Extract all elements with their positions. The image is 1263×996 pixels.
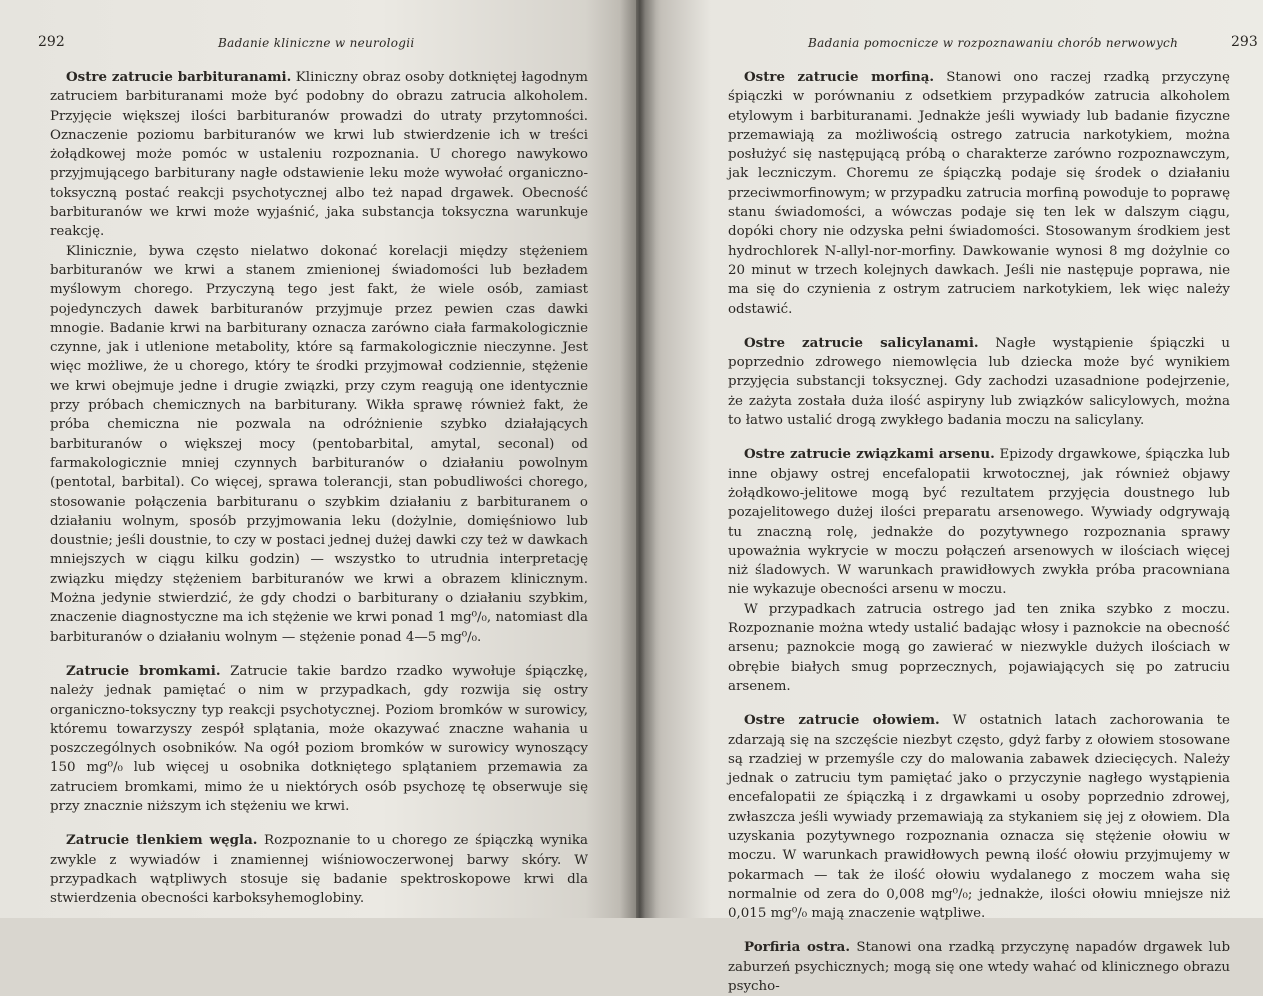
section-heading: Ostre zatrucie barbituranami.	[66, 69, 292, 85]
section-salicylates	[728, 334, 1230, 430]
paragraph-text: W przypadkach zatrucia ostrego jad ten znika szybko z moczu. Rozpoznanie można wtedy ustalić badając włosy i paznokcie na obecność arsenu; paznokcie mogą go zawierać w niezwykle dużych ilościach w obrębie białych smug poprzecznych, pojawiających się po zatruciu arsenem.	[728, 601, 1230, 694]
paragraph	[728, 938, 1230, 996]
paragraph-text: Stanowi ono raczej rzadką przyczynę śpiączki w porównaniu z odsetkiem przypadków zatrucia alkoholem etylowym i barbituranami. Jednakże jeśli wywiady lub badanie fizyczne przemawiają za możliwością ostrego zatrucia narkotykiem, można posłużyć się następującą próbą o charakterze zarówno rozpoznawczym, jak leczniczym. Choremu ze śpiączką podaje się środek o działaniu przeciwmorfinowym; w przypadku zatrucia morfiną powoduje to poprawę stanu świadomości, a wówczas podaje się ten lek w dalszym ciągu, dopóki chory nie odzyska pełni świadomości. Stosowanym środkiem jest hydrochlorek N-allyl-nor-morfiny. Dawkowanie wynosi 8 mg dożylnie co 20 minut w trzech kolejnych dawkach. Jeśli nie następuje poprawa, nie ma się do czynienia z ostrym zatruciem narkotykiem, lek więc należy odstawić.	[728, 70, 1230, 317]
section-heading: Ostre zatrucie związkami arsenu.	[744, 446, 995, 463]
paragraph	[728, 68, 1230, 319]
right-page-number: 293	[1231, 34, 1258, 50]
right-running-title: Badania pomocnicze w rozpoznawaniu chorób nerwowych	[808, 36, 1179, 50]
section-heading: Ostre zatrucie morfiną.	[744, 69, 935, 85]
section-lead	[728, 711, 1230, 923]
paragraph-text: Kliniczny obraz osoby dotkniętej łagodnym zatruciem barbituranami może być podobny do obrazu zatrucia alkoholem. Przyjęcie większej ilości barbituranów prowadzi do utraty przytomności. Oznaczenie poziomu barbituranów we krwi lub stwierdzenie ich w treści żołądkowej może pomóc w ustaleniu rozpoznania. U chorego nawykowo przyjmującego barbiturany nagłe odstawienie leku może wywołać organiczno-toksyczną postać reakcji psychotycznej albo też napad drgawek. Obecność barbituranów we krwi może wyjaśnić, jaka substancja toksyczna warunkuje reakcję.	[50, 70, 588, 240]
section-arsenic	[728, 445, 1230, 696]
paragraph	[50, 662, 588, 816]
section-heading: Ostre zatrucie salicylanami.	[744, 334, 979, 351]
section-barbiturates	[50, 68, 588, 647]
paragraph-text: Rozpoznanie to u chorego ze śpiączką wynika zwykle z wywiadów i znamiennej wiśniowoczerwonej barwy skóry. W przypadkach wątpliwych stosuje się badanie spektroskopowe krwi dla stwierdzenia obecności karboksyhemoglobiny.	[50, 833, 588, 907]
paragraph	[50, 68, 588, 242]
paragraph	[728, 711, 1230, 923]
section-carbon-monoxide	[50, 831, 588, 908]
section-heading: Zatrucie tlenkiem węgla.	[66, 832, 258, 849]
paragraph-text: Stanowi ona rzadką przyczynę napadów drgawek lub zaburzeń psychicznych; mogą się one wtedy wahać od klinicznego obrazu psycho-	[728, 940, 1231, 995]
paragraph	[728, 600, 1230, 696]
left-page	[0, 0, 636, 918]
left-page-number: 292	[38, 34, 65, 50]
section-heading: Ostre zatrucie ołowiem.	[744, 712, 940, 729]
paragraph	[50, 242, 588, 647]
paragraph-text: Zatrucie takie bardzo rzadko wywołuje śpiączkę, należy jednak pamiętać o nim w przypadkach, gdy rozwija się ostry organiczno-toksyczny typ reakcji psychotycznej. Poziom bromków w surowicy, któremu towarzyszy zespół splątania, może okazywać znaczne wahania u poszczególnych osobników. Na ogół poziom bromków w surowicy wynoszący 150 mg⁰/₀ lub więcej u osobnika dotkniętego splątaniem przemawia za zatruciem bromkami, mimo że u niektórych osób psychozę tę obserwuje się przy znacznie niższym ich stężeniu we krwi.	[50, 663, 588, 814]
section-heading: Zatrucie bromkami.	[66, 662, 221, 679]
section-heading: Porfiria ostra.	[744, 939, 851, 956]
right-text-column	[728, 68, 1230, 996]
paragraph-text: W ostatnich latach zachorowania te zdarzają się na szczęście niezbyt często, gdyż farby z ołowiem stosowane są rzadziej w przemyśle czy do malowania zabawek dziecięcych. Należy jednak o zatruciu tym pamiętać jako o przyczynie nagłego wystąpienia encefalopatii ze śpiączką i z drgawkami u osoby poprzednio zdrowej, zwłaszcza jeśli wywiady przemawiają za stykaniem się jej z ołowiem. Dla uzyskania pozytywnego rozpoznania oznacza się stężenie ołowiu w moczu. W warunkach prawidłowych pewną ilość ołowiu przyjmujemy w pokarmach — tak że ilość ołowiu wydalanego z moczem waha się normalnie od zera do 0,008 mg⁰/₀; jednakże, ilości ołowiu mniejsze niż 0,015 mg⁰/₀ mają znaczenie wątpliwe.	[728, 713, 1230, 922]
paragraph	[728, 445, 1230, 599]
paragraph-text: Epizody drgawkowe, śpiączka lub inne objawy ostrej encefalopatii krwotocznej, jak również objawy żołądkowo-jelitowe mogą być rezultatem przyjęcia doustnego lub pozajelitowego dużej ilości preparatu arsenowego. Wywiady odgrywają tu znaczną rolę, jednakże do pozytywnego rozpoznania sprawy upoważnia wykrycie w moczu połączeń arsenowych w ilościach więcej niż śladowych. W warunkach prawidłowych zwykła próba pracowniana nie wykazuje obecności arsenu w moczu.	[728, 447, 1230, 598]
left-text-column	[50, 68, 588, 908]
left-running-title: Badanie kliniczne w neurologii	[218, 36, 415, 50]
section-porphyria	[728, 938, 1230, 996]
paragraph	[50, 831, 588, 908]
paragraph	[728, 334, 1230, 430]
section-morphine	[728, 68, 1230, 319]
paragraph-text: Klinicznie, bywa często nielatwo dokonać korelacji między stężeniem barbituranów we krwi a stanem zmienionej świadomości lub bezładem myślowym chorego. Przyczyną tego jest fakt, że wiele osób, zamiast pojedynczych dawek barbituranów przyjmuje przez pewien czas dawki mnogie. Badanie krwi na barbiturany oznacza zarówno ciała farmakologicznie czynne, jak i utlenione metabolity, które są farmakologicznie nieczynne. Jest więc możliwe, że u chorego, który te środki przyjmował codziennie, stężenie we krwi obejmuje jedne i drugie związki, przy czym reagują one identycznie przy próbach chemicznych na barbiturany. Wikła sprawę również fakt, że próba chemiczna nie pozwala na odróżnienie szybko działających barbituranów o większej mocy (pentobarbital, amytal, seconal) od farmakologicznie mniej czynnych barbituranów o działaniu powolnym (pentotal, barbital). Co więcej, sprawa tolerancji, stan pobudliwości chorego, stosowanie połączenia barbituranu o szybkim działaniu z barbituranem o działaniu wolnym, sposób przyjmowania leku (dożylnie, domięśniowo lub doustnie; jeśli doustnie, to czy w postaci jednej dużej dawki czy też w dawkach mniejszych w ciągu kilku godzin) — wszystko to utrudnia interpretację związku między stężeniem barbituranów we krwi a obrazem klinicznym. Można jedynie stwierdzić, że gdy chodzi o barbiturany o działaniu szybkim, znaczenie diagnostyczne ma ich stężenie we krwi ponad 1 mg⁰/₀, natomiast dla barbituranów o działaniu wolnym — stężenie ponad 4—5 mg⁰/₀.	[50, 243, 588, 645]
section-bromides	[50, 662, 588, 816]
right-page	[636, 0, 1263, 995]
paragraph-text: Nagłe wystąpienie śpiączki u poprzednio zdrowego niemowlęcia lub dziecka może być wynikiem przyjęcia substancji toksycznej. Gdy zachodzi uzasadnione podejrzenie, że zażyta została duża ilość aspiryny lub związków salicylowych, można to łatwo ustalić drogą zwykłego badania moczu na salicylany.	[728, 335, 1230, 429]
